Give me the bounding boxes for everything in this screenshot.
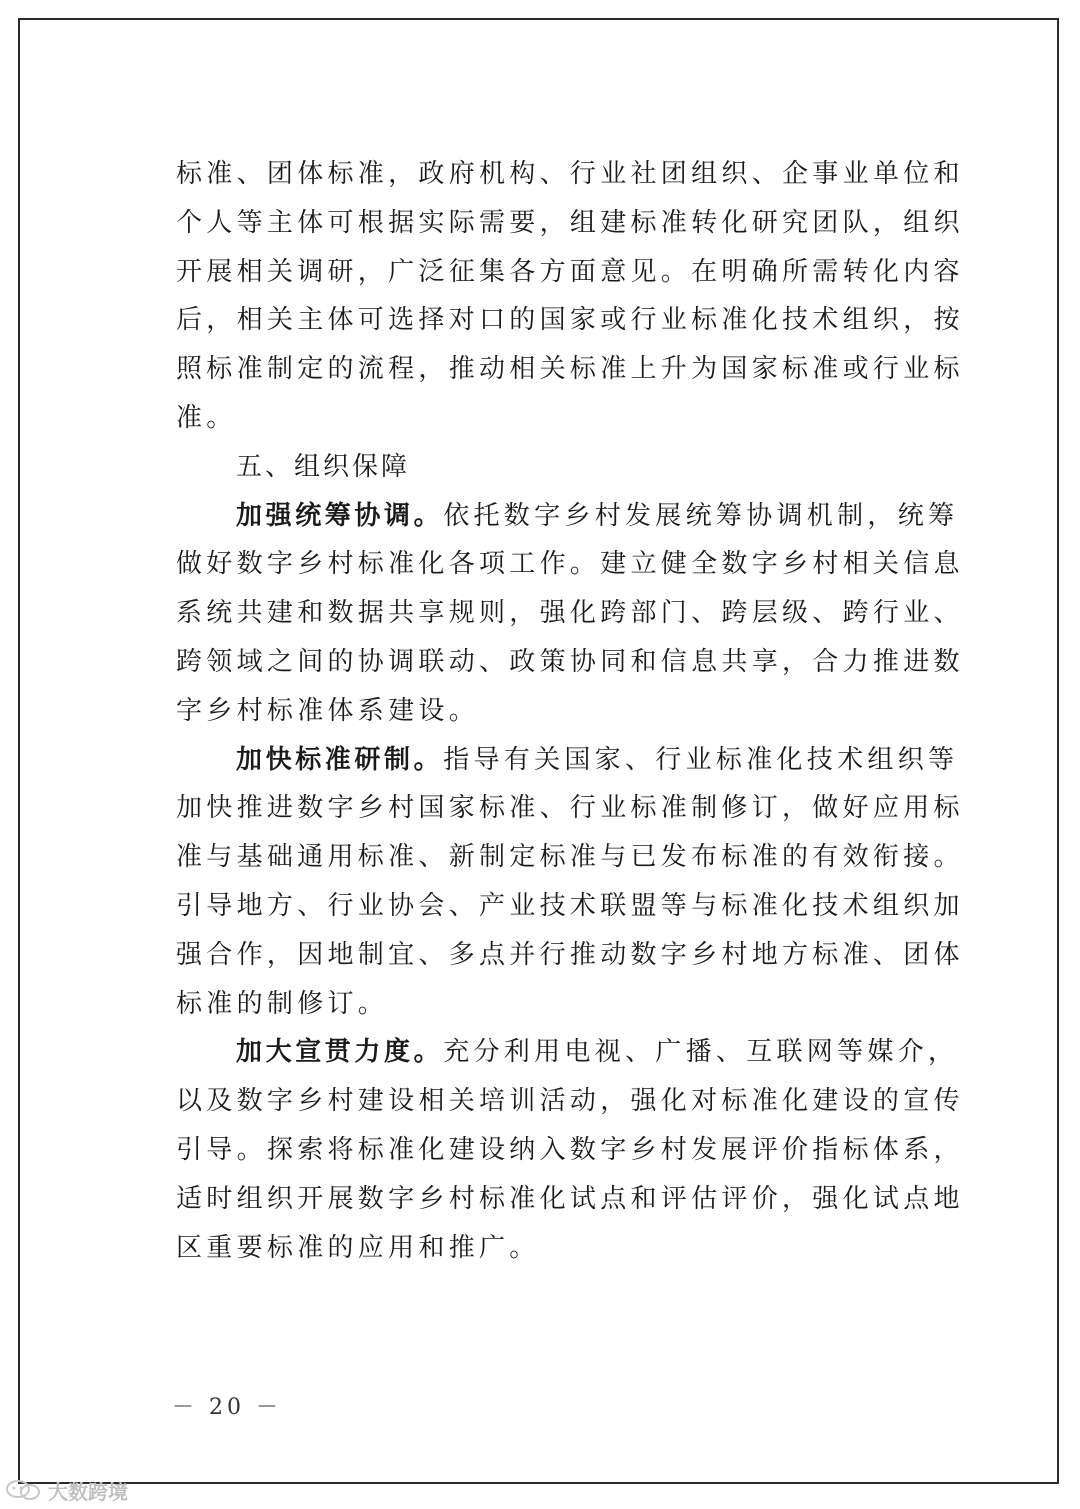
- text-line: 引导。探索将标准化建设纳入数字乡村发展评价指标体系，: [176, 1134, 964, 1165]
- text-line: 区重要标准的应用和推广。: [176, 1232, 540, 1263]
- text-line: 加快推进数字乡村国家标准、行业标准制修订，做好应用标: [176, 793, 964, 824]
- text-segment: 充分利用电视、广播、互联网等媒介，: [443, 1037, 959, 1068]
- text-line: 引导地方、行业协会、产业技术联盟等与标准化技术组织加: [176, 890, 964, 921]
- text-line: [176, 1028, 959, 1077]
- text-line: 后，相关主体可选择对口的国家或行业标准化技术组织，按: [176, 305, 964, 336]
- text-line: 准与基础通用标准、新制定标准与已发布标准的有效衔接。: [176, 842, 964, 873]
- text-line: [176, 492, 959, 541]
- text-line: [176, 736, 959, 785]
- text-line: 跨领域之间的协调联动、政策协同和信息共享，合力推进数: [176, 646, 964, 677]
- text-line: 强合作，因地制宜、多点并行推动数字乡村地方标准、团体: [176, 939, 964, 970]
- text-line: 系统共建和数据共享规则，强化跨部门、跨层级、跨行业、: [176, 598, 964, 629]
- page-number: － 20 －: [172, 1395, 282, 1420]
- watermark-text: 大数跨境: [48, 1479, 128, 1504]
- paragraph-continuation: [176, 150, 964, 443]
- paragraph-lead: 加快标准研制。: [236, 744, 444, 775]
- paragraph-lead: 加大宣贯力度。: [236, 1037, 444, 1068]
- text-line: 字乡村标准体系建设。: [176, 695, 480, 726]
- document-body: [176, 150, 964, 1272]
- paragraph-publicity: [176, 1028, 964, 1272]
- text-segment: 依托数字乡村发展统筹协调机制，统筹: [443, 500, 959, 531]
- text-line: 标准、团体标准，政府机构、行业社团组织、企事业单位和: [176, 159, 964, 189]
- section-heading: 五、组织保障: [236, 451, 411, 482]
- paragraph-lead: 加强统筹协调。: [236, 500, 444, 531]
- text-line: 个人等主体可根据实际需要，组建标准转化研究团队，组织: [176, 207, 964, 238]
- watermark: [4, 1475, 128, 1505]
- text-line: 标准的制修订。: [176, 988, 389, 1019]
- text-line: 做好数字乡村标准化各项工作。建立健全数字乡村相关信息: [176, 549, 964, 580]
- paragraph-coordination: [176, 492, 964, 736]
- text-line: 适时组织开展数字乡村标准化试点和评估评价，强化试点地: [176, 1183, 964, 1214]
- text-line: 以及数字乡村建设相关培训活动，强化对标准化建设的宣传: [176, 1086, 964, 1117]
- text-line: 开展相关调研，广泛征集各方面意见。在明确所需转化内容: [176, 256, 964, 287]
- paragraph-standards-development: [176, 736, 964, 1029]
- text-line: 照标准制定的流程，推动相关标准上升为国家标准或行业标: [176, 354, 964, 385]
- text-line: 准。: [176, 402, 237, 433]
- text-segment: 指导有关国家、行业标准化技术组织等: [443, 744, 959, 775]
- wechat-logo-icon: [4, 1479, 44, 1501]
